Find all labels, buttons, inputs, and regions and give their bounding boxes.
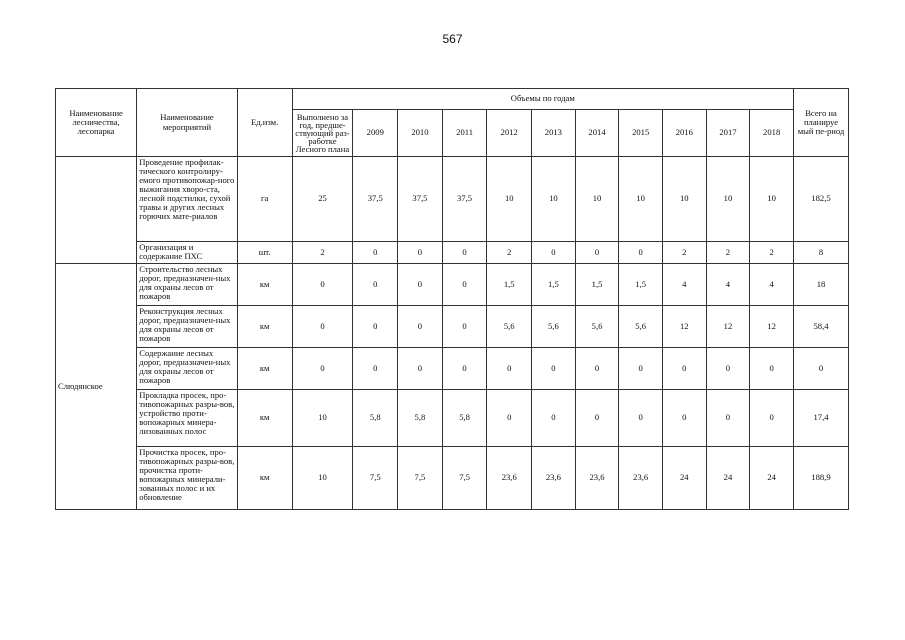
prior-cell: 10	[292, 390, 353, 447]
event-cell: Организация и содержание ПХС	[137, 242, 238, 264]
year-value-cell: 0	[619, 242, 663, 264]
year-value-cell: 24	[706, 447, 750, 510]
event-cell: Содержание лесных дорог, предназначен-ных для охраны лесов от пожаров	[137, 348, 238, 390]
total-cell: 8	[794, 242, 849, 264]
forestry-name-cell: Слюдянское	[56, 264, 137, 510]
year-value-cell: 0	[662, 348, 706, 390]
unit-cell: км	[237, 306, 292, 348]
forest-fire-plan-table	[55, 88, 849, 510]
year-value-cell: 0	[575, 242, 619, 264]
header-volumes: Объемы по годам	[292, 89, 793, 110]
year-value-cell: 0	[706, 390, 750, 447]
year-value-cell: 10	[662, 157, 706, 242]
total-cell: 18	[794, 264, 849, 306]
header-year: 2013	[532, 110, 576, 157]
year-value-cell: 0	[398, 242, 443, 264]
event-cell: Прочистка просек, про-тивопожарных разры-вов, прочистка проти-вопожарных минерали-зованных полос и их обновление	[137, 447, 238, 510]
year-value-cell: 0	[532, 390, 576, 447]
year-value-cell: 0	[750, 390, 794, 447]
year-value-cell: 0	[575, 348, 619, 390]
year-value-cell: 7,5	[398, 447, 443, 510]
year-value-cell: 12	[662, 306, 706, 348]
header-year: 2016	[662, 110, 706, 157]
year-value-cell: 4	[750, 264, 794, 306]
year-value-cell: 2	[750, 242, 794, 264]
year-value-cell: 2	[706, 242, 750, 264]
year-value-cell: 0	[353, 306, 398, 348]
year-value-cell: 0	[532, 348, 576, 390]
table-row	[56, 306, 849, 348]
total-cell: 17,4	[794, 390, 849, 447]
unit-cell: км	[237, 447, 292, 510]
year-value-cell: 0	[398, 264, 443, 306]
year-value-cell: 24	[750, 447, 794, 510]
year-value-cell: 0	[487, 390, 532, 447]
year-value-cell: 0	[442, 306, 487, 348]
year-value-cell: 0	[532, 242, 576, 264]
header-forestry: Наименование лесничества, лесопарка	[56, 89, 137, 157]
header-year: 2018	[750, 110, 794, 157]
unit-cell: км	[237, 348, 292, 390]
year-value-cell: 0	[442, 264, 487, 306]
year-value-cell: 23,6	[487, 447, 532, 510]
year-value-cell: 0	[750, 348, 794, 390]
table-row	[56, 157, 849, 242]
year-value-cell: 37,5	[398, 157, 443, 242]
header-unit: Ед.изм.	[237, 89, 292, 157]
header-row-top	[56, 89, 849, 110]
year-value-cell: 0	[662, 390, 706, 447]
year-value-cell: 0	[619, 390, 663, 447]
header-year: 2015	[619, 110, 663, 157]
table-row	[56, 242, 849, 264]
year-value-cell: 5,8	[398, 390, 443, 447]
year-value-cell: 37,5	[353, 157, 398, 242]
year-value-cell: 2	[662, 242, 706, 264]
year-value-cell: 7,5	[442, 447, 487, 510]
year-value-cell: 5,8	[353, 390, 398, 447]
year-value-cell: 0	[442, 348, 487, 390]
header-year: 2017	[706, 110, 750, 157]
total-cell: 58,4	[794, 306, 849, 348]
year-value-cell: 0	[575, 390, 619, 447]
total-cell: 0	[794, 348, 849, 390]
year-value-cell: 12	[750, 306, 794, 348]
year-value-cell: 0	[619, 348, 663, 390]
prior-cell: 0	[292, 306, 353, 348]
year-value-cell: 4	[662, 264, 706, 306]
year-value-cell: 5,8	[442, 390, 487, 447]
forestry-cell-empty	[56, 157, 137, 264]
header-year: 2012	[487, 110, 532, 157]
year-value-cell: 5,6	[619, 306, 663, 348]
unit-cell: км	[237, 264, 292, 306]
year-value-cell: 23,6	[532, 447, 576, 510]
header-year: 2014	[575, 110, 619, 157]
year-value-cell: 1,5	[487, 264, 532, 306]
year-value-cell: 1,5	[575, 264, 619, 306]
year-value-cell: 10	[619, 157, 663, 242]
prior-cell: 2	[292, 242, 353, 264]
event-cell: Прокладка просек, про-тивопожарных разры-вов, устройство проти-вопожарных минера-лизованных полос	[137, 390, 238, 447]
prior-cell: 25	[292, 157, 353, 242]
year-value-cell: 7,5	[353, 447, 398, 510]
event-cell: Строительство лесных дорог, предназначен-ных для охраны лесов от пожаров	[137, 264, 238, 306]
header-prior: Выполнено за год, предше-ствующий раз-работке Лесного плана	[292, 110, 353, 157]
year-value-cell: 2	[487, 242, 532, 264]
year-value-cell: 5,6	[487, 306, 532, 348]
table-row	[56, 447, 849, 510]
year-value-cell: 10	[575, 157, 619, 242]
header-event: Наименование мероприятий	[137, 89, 238, 157]
header-total: Всего на планируе мый пе-риод	[794, 89, 849, 157]
unit-cell: га	[237, 157, 292, 242]
prior-cell: 10	[292, 447, 353, 510]
total-cell: 188,9	[794, 447, 849, 510]
header-year: 2011	[442, 110, 487, 157]
total-cell: 182,5	[794, 157, 849, 242]
year-value-cell: 10	[487, 157, 532, 242]
year-value-cell: 23,6	[575, 447, 619, 510]
unit-cell: км	[237, 390, 292, 447]
year-value-cell: 0	[398, 348, 443, 390]
year-value-cell: 0	[442, 242, 487, 264]
year-value-cell: 12	[706, 306, 750, 348]
year-value-cell: 10	[532, 157, 576, 242]
prior-cell: 0	[292, 264, 353, 306]
event-cell: Проведение профилак-тического контролиру-емого противопожар-ного выжигания хворо-ста, лесной подстилки, сухой травы и других лесных горючих мате-риалов	[137, 157, 238, 242]
year-value-cell: 10	[706, 157, 750, 242]
year-value-cell: 37,5	[442, 157, 487, 242]
prior-cell: 0	[292, 348, 353, 390]
year-value-cell: 4	[706, 264, 750, 306]
year-value-cell: 0	[353, 264, 398, 306]
year-value-cell: 10	[750, 157, 794, 242]
header-year: 2010	[398, 110, 443, 157]
year-value-cell: 1,5	[532, 264, 576, 306]
year-value-cell: 0	[398, 306, 443, 348]
table-row	[56, 264, 849, 306]
unit-cell: шт.	[237, 242, 292, 264]
year-value-cell: 0	[353, 348, 398, 390]
year-value-cell: 0	[487, 348, 532, 390]
header-year: 2009	[353, 110, 398, 157]
year-value-cell: 0	[353, 242, 398, 264]
event-cell: Реконструкция лесных дорог, предназначен-ных для охраны лесов от пожаров	[137, 306, 238, 348]
year-value-cell: 23,6	[619, 447, 663, 510]
table-row	[56, 390, 849, 447]
year-value-cell: 0	[706, 348, 750, 390]
year-value-cell: 5,6	[532, 306, 576, 348]
year-value-cell: 1,5	[619, 264, 663, 306]
year-value-cell: 24	[662, 447, 706, 510]
page-number: 567	[442, 32, 463, 46]
table-row	[56, 348, 849, 390]
year-value-cell: 5,6	[575, 306, 619, 348]
